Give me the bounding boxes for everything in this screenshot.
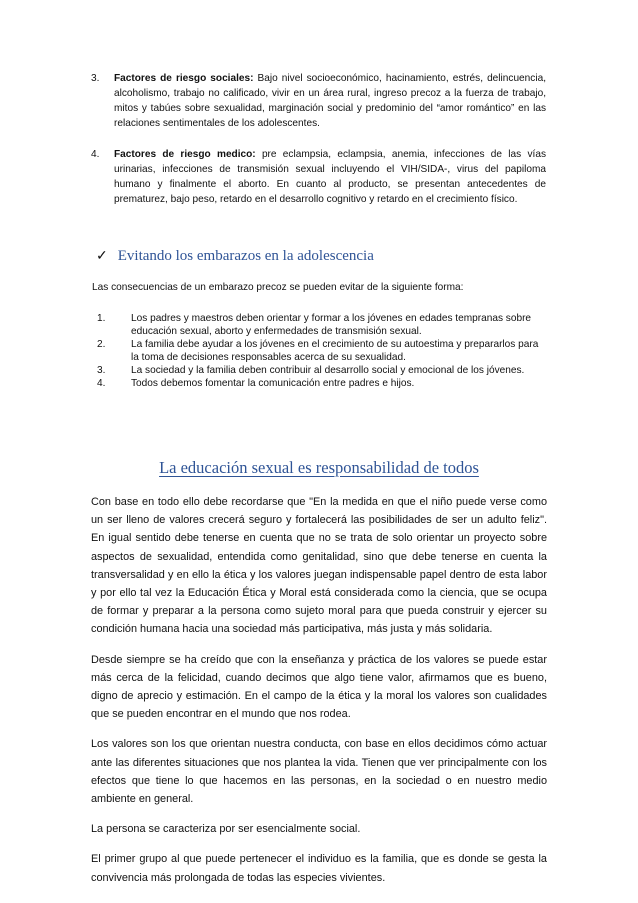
risk-factor-item-social <box>91 71 546 131</box>
list-item-text: Todos debemos fomentar la comunicación entre padres e hijos. <box>131 378 415 389</box>
education-body <box>91 493 547 899</box>
risk-factor-item-medical <box>91 147 546 207</box>
paragraph: Desde siempre se ha creído que con la enseñanza y práctica de los valores se puede estar más cerca de la felicidad, cuando decimos que algo tiene valor, afirmamos que es bueno, digno de aprecio y estimación. En el campo de la ética y la moral los valores son cualidades que se pueden encontrar en el mundo que nos rodea. <box>91 653 547 721</box>
prevention-list <box>97 312 542 390</box>
list-item <box>97 338 542 364</box>
list-number: 3. <box>97 365 106 376</box>
risk-factor-3 <box>91 71 546 131</box>
list-number: 3. <box>91 73 100 84</box>
list-item-text: La sociedad y la familia deben contribuir al desarrollo social y emocional de los jóvenes. <box>131 365 525 376</box>
paragraph: El primer grupo al que puede pertenecer el individuo es la familia, que es donde se gesta la convivencia más prolongada de todas las especies vivientes. <box>91 853 547 884</box>
risk-factor-4 <box>91 147 546 207</box>
list-item-text: La familia debe ayudar a los jóvenes en el crecimiento de su autoestima y prepararlos para la toma de decisiones responsables acerca de su sexualidad. <box>131 339 539 363</box>
list-number: 2. <box>97 339 106 350</box>
risk-factor-text: pre eclampsia, eclampsia, anemia, infecciones de las vías urinarias, infecciones de transmisión sexual incluyendo el VIH/SIDA-, virus del papiloma humano y finalmente el aborto. En cuanto al producto, se presentan antecedentes de prematurez, bajo peso, retardo en el desarrollo cognitivo y retardo en el crecimiento físico. <box>114 149 546 205</box>
risk-factor-text: Bajo nivel socioeconómico, hacinamiento, estrés, delincuencia, alcoholismo, trabajo no calificado, vivir en un área rural, ingreso precoz a la fuerza de trabajo, mitos y tabúes sobre sexualidad, marginación social y predominio del “amor romántico” en las relaciones sentimentales de los adolescentes. <box>114 73 546 129</box>
risk-factor-title: Factores de riesgo medico: <box>114 149 256 160</box>
intro-text: Las consecuencias de un embarazo precoz se pueden evitar de la siguiente forma: <box>92 282 464 293</box>
list-number: 4. <box>91 149 100 160</box>
paragraph: Con base en todo ello debe recordarse que "En la medida en que el niño puede verse como un ser lleno de valores crecerá seguro y fortalecerá las posibilidades de ser un adulto feliz". En igual sentido debe tenerse en cuenta que no se trata de solo orientar un proyecto sobre aspectos de sexualidad, entendida como genitalidad, sino que debe tenerse en cuenta la transversalidad y en ello la ética y los valores juegan indispensable papel dentro de esta labor y por ello tal vez la Educación Ética y Moral está considerada como la ciencia, que se ocupa de formar y preparar a la persona como sujeto moral para que pueda construir y ejercer su condición humana hacia una sociedad más participativa, más justa y más solidaria. <box>91 496 547 636</box>
list-item <box>97 377 542 390</box>
list-item <box>97 364 542 377</box>
risk-factor-title: Factores de riesgo sociales: <box>114 73 254 84</box>
heading-text: Evitando los embarazos en la adolescencia <box>117 248 374 264</box>
list-item-text: Los padres y maestros deben orientar y formar a los jóvenes en edades tempranas sobre educación sexual, aborto y enfermedades de transmisión sexual. <box>131 313 532 337</box>
section-title-education: La educación sexual es responsabilidad de todos <box>159 458 479 477</box>
paragraph: Los valores son los que orientan nuestra conducta, con base en ellos decidimos cómo actuar ante las diferentes situaciones que nos plantea la vida. Tienen que ver principalmente con los efectos que tiene lo que hacemos en las personas, en la sociedad o en nuestro medio ambiente en general. <box>91 738 547 806</box>
list-number: 4. <box>97 378 106 389</box>
checkmark-icon: ✓ <box>96 249 108 264</box>
list-number: 1. <box>97 313 106 324</box>
paragraph: La persona se caracteriza por ser esencialmente social. <box>91 823 361 836</box>
section-heading-avoid <box>96 248 374 265</box>
list-item <box>97 312 542 338</box>
